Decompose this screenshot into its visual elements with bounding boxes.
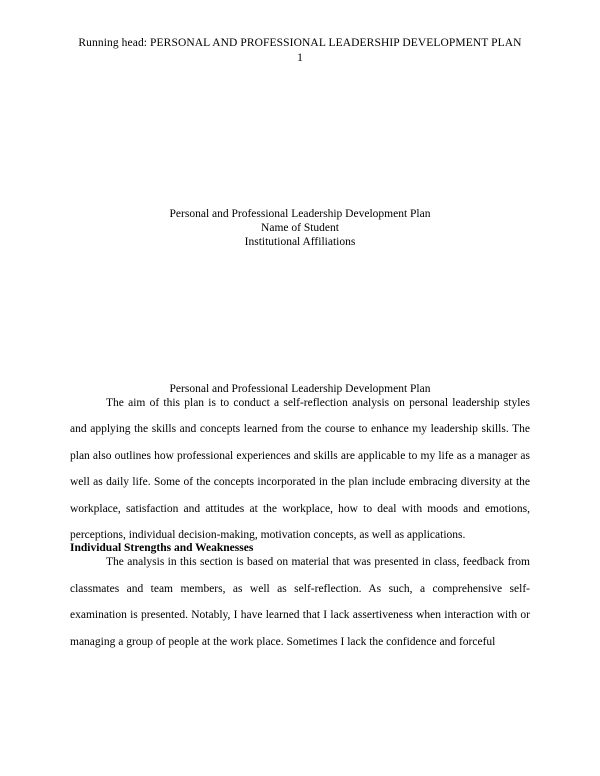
document-title: Personal and Professional Leadership Development Plan [169,208,431,220]
page-number: 1 [297,52,303,64]
body-section [70,382,530,655]
institutional-affiliation: Institutional Affiliations [244,236,356,248]
section-title: Personal and Professional Leadership Development Plan [169,383,431,395]
title-block [0,207,600,249]
intro-paragraph: The aim of this plan is to conduct a self-reflection analysis on personal leadership styles and applying the skills and concepts learned from the course to enhance my leadership skills. The plan also outlines how professional experiences and skills are applicable to my life as a manager as well as daily life. Some of the concepts incorporated in the plan include embracing diversity at the workplace, satisfaction and attitudes at the workplace, how to deal with moods and emotions, perceptions, individual decision-making, motivation concepts, as well as applications. [70,397,530,542]
student-name: Name of Student [261,222,339,234]
running-head: Running head: PERSONAL AND PROFESSIONAL LEADERSHIP DEVELOPMENT PLAN [78,37,522,49]
strengths-weaknesses-heading: Individual Strengths and Weaknesses [70,542,254,555]
analysis-paragraph: The analysis in this section is based on material that was presented in class, feedback from classmates and team members, as well as self-reflection. As such, a comprehensive self-examination is presented. Notably, I have learned that I lack assertiveness when interaction with or managing a group of people at the work place. Sometimes I lack the confidence and forceful [70,556,530,648]
